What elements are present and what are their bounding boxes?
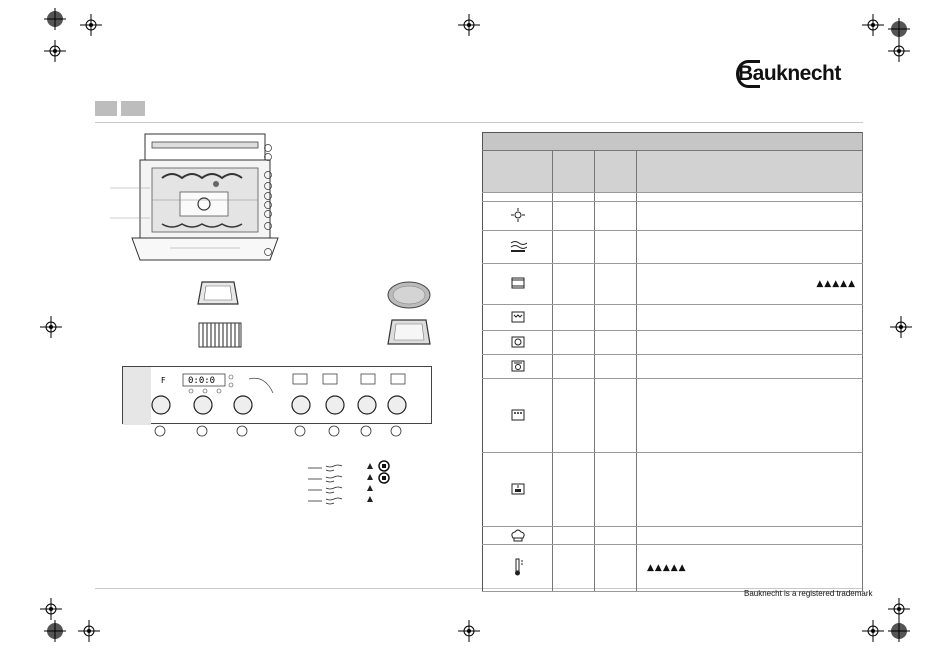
table-row bbox=[483, 355, 863, 379]
registration-mark-right-middle bbox=[890, 316, 912, 338]
control-panel bbox=[122, 366, 432, 424]
table-row bbox=[483, 331, 863, 355]
wire-shelf-icon bbox=[196, 320, 244, 354]
table-row bbox=[483, 264, 863, 305]
flame-legend bbox=[364, 460, 394, 514]
registration-mark-bottom-right bbox=[862, 620, 884, 642]
defrost-icon bbox=[509, 239, 527, 253]
table-row bbox=[483, 202, 863, 231]
trademark-notice: Bauknecht is a registered trademark bbox=[744, 589, 873, 598]
registration-mark-top-left bbox=[44, 8, 66, 30]
registration-mark-top-left-2 bbox=[80, 14, 102, 36]
registration-mark-bottom-left-2 bbox=[44, 620, 66, 642]
svg-text:0:0:0: 0:0:0 bbox=[188, 376, 216, 386]
table-row bbox=[483, 545, 863, 592]
oven-diagram bbox=[110, 130, 280, 269]
drip-pan-icon bbox=[386, 318, 432, 352]
registration-mark-top-right-2 bbox=[862, 14, 884, 36]
registration-mark-bottom-right-3 bbox=[888, 620, 910, 642]
section-tab-1 bbox=[95, 101, 117, 116]
registration-mark-top-right-3 bbox=[888, 40, 910, 62]
chef-hat-icon bbox=[510, 528, 526, 542]
registration-mark-bottom-center bbox=[458, 620, 480, 642]
thermometer-icon bbox=[512, 557, 524, 577]
table-row bbox=[483, 379, 863, 453]
heat-level-legend bbox=[306, 462, 350, 512]
registration-mark-bottom-left-3 bbox=[78, 620, 100, 642]
registration-mark-bottom-right-2 bbox=[888, 598, 910, 620]
header-divider bbox=[95, 122, 863, 123]
pizza-function-icon bbox=[511, 483, 525, 495]
column-header-description bbox=[637, 151, 863, 193]
fan-oven-icon bbox=[511, 336, 525, 348]
table-row bbox=[483, 231, 863, 264]
conventional-oven-icon bbox=[511, 277, 525, 289]
function-table bbox=[482, 132, 863, 592]
baking-tray-icon bbox=[196, 280, 240, 310]
knob-callouts bbox=[150, 424, 410, 438]
fan-light-icon bbox=[511, 208, 525, 222]
column-header-2 bbox=[553, 151, 595, 193]
section-tab-2 bbox=[121, 101, 145, 116]
rating-indicator: ▲▲▲▲▲ bbox=[816, 279, 856, 289]
brand-logo: Bauknecht bbox=[738, 62, 841, 85]
registration-mark-top-right bbox=[888, 18, 910, 40]
table-row bbox=[483, 527, 863, 545]
column-header-function bbox=[483, 151, 553, 193]
registration-mark-left-middle bbox=[40, 316, 62, 338]
fan-grill-icon bbox=[511, 360, 525, 372]
grill-icon bbox=[511, 311, 525, 323]
registration-mark-top-center bbox=[458, 14, 480, 36]
table-row bbox=[483, 453, 863, 527]
registration-mark-top-left-3 bbox=[44, 40, 66, 62]
table-title-band bbox=[483, 133, 863, 151]
control-panel-f-label: F bbox=[161, 376, 166, 385]
column-header-3 bbox=[595, 151, 637, 193]
bottom-heat-icon bbox=[511, 409, 525, 421]
registration-mark-bottom-left bbox=[40, 598, 62, 620]
rating-indicator-2: ▲▲▲▲▲ bbox=[647, 563, 687, 573]
table-row bbox=[483, 305, 863, 331]
pizza-stone-icon bbox=[386, 280, 432, 314]
